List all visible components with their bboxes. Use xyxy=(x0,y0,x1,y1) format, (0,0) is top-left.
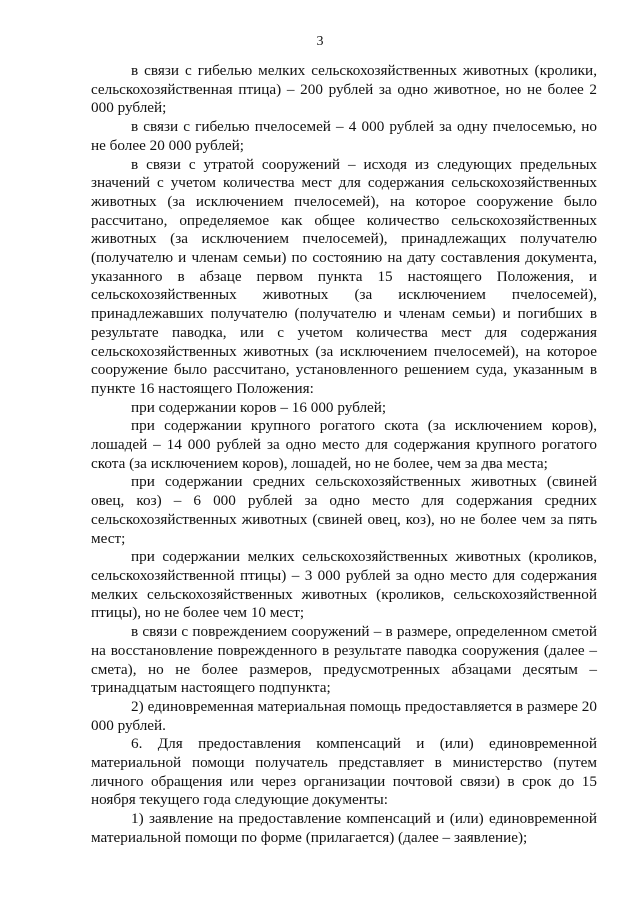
paragraph: при содержании мелких сельскохозяйственных животных (кроликов, сельскохозяйственной птицы) – 3 000 рублей за одно место для содержания мелких сельскохозяйственных животных (кроликов, сельскохозяйственной птицы), но не более чем 10 мест; xyxy=(91,548,597,622)
paragraph: 6. Для предоставления компенсаций и (или) единовременной материальной помощи получатель представляет в министерство (путем личного обращения или через организации почтовой связи) в срок до 15 ноября текущего года следующие документы: xyxy=(91,735,597,809)
paragraph: в связи с утратой сооружений – исходя из следующих предельных значений с учетом количества мест для содержания сельскохозяйственных животных (за исключением пчелосемей), на которое сооружение было рассчитано, определяемое как общее количество сельскохозяйственных животных (за исключением пчелосемей), принадлежащих получателю (получателю и членам семьи) по состоянию на дату составления документа, указанного в абзаце первом пункта 15 настоящего Положения, и сельскохозяйственных животных (за исключением пчелосемей), принадлежавших получателю (получателю и членам семьи) и погибших в результате паводка, или с учетом количества мест для содержания сельскохозяйственных животных (за исключением пчелосемей), на которое сооружение было рассчитано, установленного решением суда, указанным в пункте 16 настоящего Положения: xyxy=(91,155,597,397)
paragraph: при содержании средних сельскохозяйственных животных (свиней овец, коз) – 6 000 рублей за одно место для содержания средних сельскохозяйственных животных (свиней овец, коз), но не более чем за пять мест; xyxy=(91,473,597,547)
paragraph: в связи с повреждением сооружений – в размере, определенном сметой на восстановление поврежденного в результате паводка сооружения (далее – смета), но не более размеров, предусмотренных абзацами десятым – тринадцатым настоящего подпункта; xyxy=(91,623,597,697)
paragraph: в связи с гибелью пчелосемей – 4 000 рублей за одну пчелосемью, но не более 20 000 рублей; xyxy=(91,118,597,154)
paragraph: в связи с гибелью мелких сельскохозяйственных животных (кролики, сельскохозяйственная птица) – 200 рублей за одно животное, но не более 2 000 рублей; xyxy=(91,62,597,117)
paragraph: при содержании крупного рогатого скота (за исключением коров), лошадей – 14 000 рублей за одно место для содержания крупного рогатого скота (за исключением коров), лошадей, но не более, чем за два места; xyxy=(91,417,597,472)
paragraph: 1) заявление на предоставление компенсаций и (или) единовременной материальной помощи по форме (прилагается) (далее – заявление); xyxy=(91,810,597,846)
paragraph: при содержании коров – 16 000 рублей; xyxy=(131,398,387,416)
paragraph: 2) единовременная материальная помощь предоставляется в размере 20 000 рублей. xyxy=(91,697,597,734)
page-number: 3 xyxy=(316,34,324,49)
document-body xyxy=(91,62,597,848)
